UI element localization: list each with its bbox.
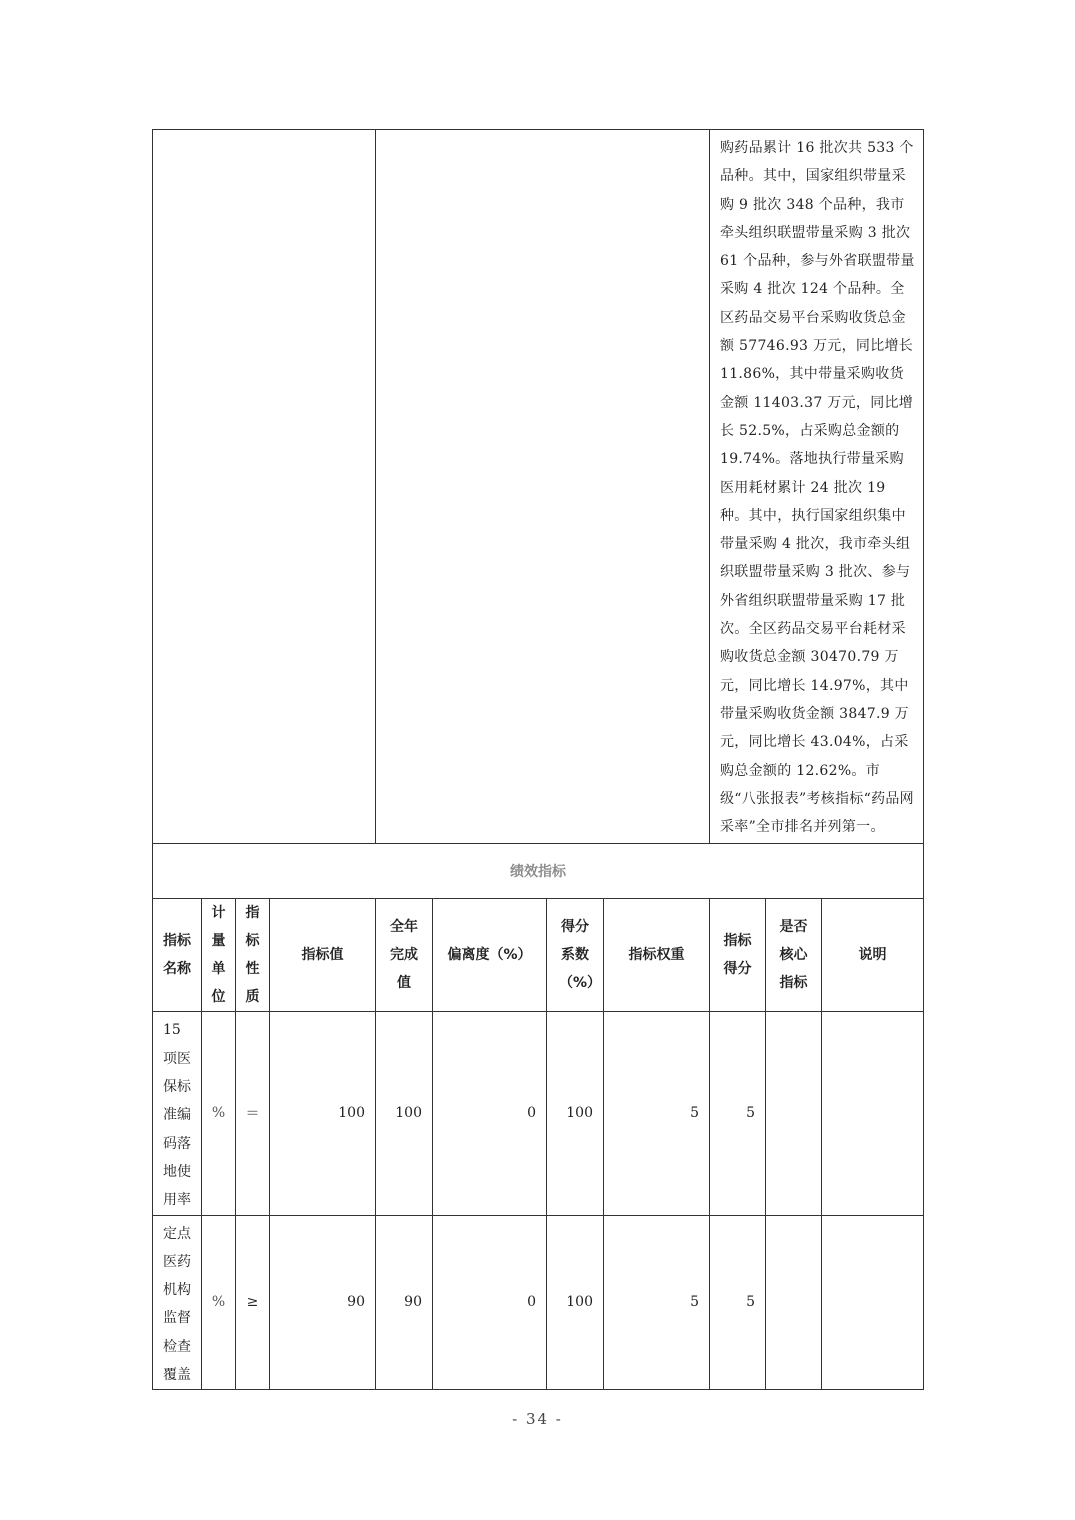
row-actual: 100 <box>376 1012 433 1215</box>
row-coef: 100 <box>547 1215 604 1390</box>
row-coef: 100 <box>547 1012 604 1215</box>
header-target: 指标值 <box>270 899 376 1012</box>
header-deviation: 偏离度（%） <box>433 899 547 1012</box>
row-score: 5 <box>710 1215 766 1390</box>
header-score: 指标得分 <box>710 899 766 1012</box>
row-unit: % <box>202 1215 236 1390</box>
row-deviation: 0 <box>433 1012 547 1215</box>
top-cell-blank-1 <box>153 130 376 844</box>
row-note <box>822 1012 924 1215</box>
section-row <box>153 844 924 899</box>
top-cell-blank-2 <box>376 130 710 844</box>
performance-table <box>152 129 924 1390</box>
row-actual: 90 <box>376 1215 433 1390</box>
row-deviation: 0 <box>433 1215 547 1390</box>
top-row <box>153 130 924 844</box>
page-number: - 34 - <box>512 1410 563 1428</box>
table-row <box>153 1215 924 1390</box>
header-note: 说明 <box>822 899 924 1012</box>
row-nature: ＝ <box>236 1012 270 1215</box>
header-weight: 指标权重 <box>604 899 710 1012</box>
row-core <box>766 1215 822 1390</box>
header-unit: 计量单位 <box>202 899 236 1012</box>
top-cell-text: 购药品累计 16 批次共 533 个品种。其中，国家组织带量采购 9 批次 348 个品种，我市牵头组织联盟带量采购 3 批次 61 个品种，参与外省联盟带量采购 4 批次 124 个品种。全区药品交易平台采购收货总金额 57746.93 万元，同比增长 11.86%，其中带量采购收货金额 11403.37 万元，同比增长 52.5%，占采购总金额的 19.74%。落地执行带量采购医用耗材累计 24 批次 19 种。其中，执行国家组织集中带量采购 4 批次，我市牵头组织联盟带量采购 3 批次、参与外省组织联盟带量采购 17 批次。全区药品交易平台耗材采购收货总金额 30470.79 万元，同比增长 14.97%，其中带量采购收货金额 3847.9 万元，同比增长 43.04%，占采购总金额的 12.62%。市级“八张报表”考核指标“药品网采率”全市排名并列第一。 <box>710 130 924 844</box>
header-actual: 全年完成值 <box>376 899 433 1012</box>
row-name: 定点医药机构监督检查覆盖 <box>153 1215 202 1390</box>
row-target: 100 <box>270 1012 376 1215</box>
header-name: 指标名称 <box>153 899 202 1012</box>
header-coef: 得分系数（%） <box>547 899 604 1012</box>
section-title: 绩效指标 <box>153 844 924 899</box>
row-weight: 5 <box>604 1215 710 1390</box>
row-unit: % <box>202 1012 236 1215</box>
row-score: 5 <box>710 1012 766 1215</box>
row-note <box>822 1215 924 1390</box>
row-core <box>766 1012 822 1215</box>
row-weight: 5 <box>604 1012 710 1215</box>
row-nature: ≥ <box>236 1215 270 1390</box>
row-target: 90 <box>270 1215 376 1390</box>
header-nature: 指标性质 <box>236 899 270 1012</box>
header-core: 是否核心指标 <box>766 899 822 1012</box>
table-row <box>153 1012 924 1215</box>
header-row <box>153 899 924 1012</box>
row-name: 15 项医保标准编码落地使用率 <box>153 1012 202 1215</box>
